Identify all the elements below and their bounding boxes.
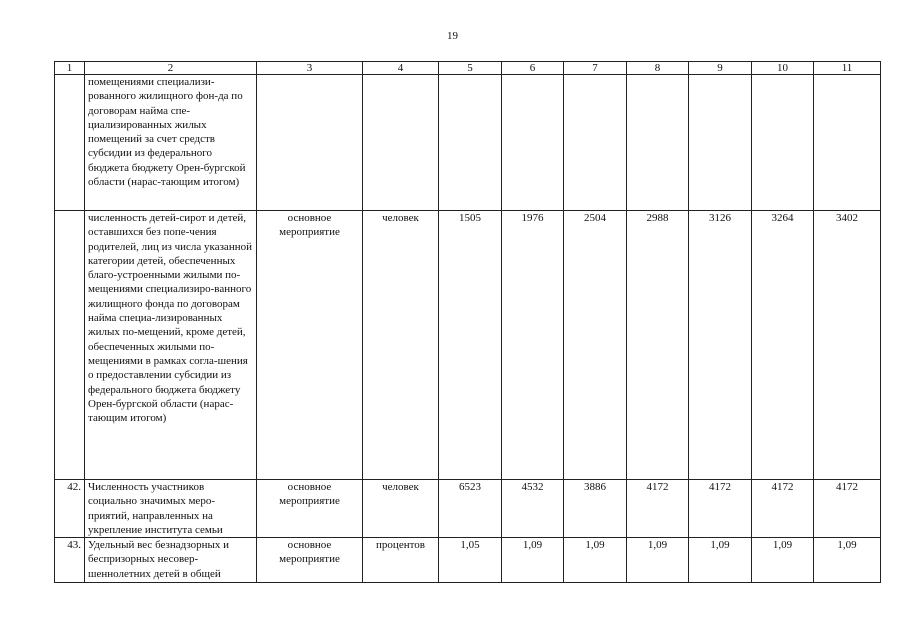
indicator-value: 3264: [752, 211, 814, 480]
indicator-name: Численность участников социально значимых меро-приятий, направленных на укрепление института семьи: [85, 480, 257, 538]
indicator-value: [752, 75, 814, 211]
indicator-value: 6523: [439, 480, 502, 538]
column-number: 2: [85, 62, 257, 75]
indicator-value: [439, 75, 502, 211]
indicator-value: 3126: [689, 211, 752, 480]
column-number: 10: [752, 62, 814, 75]
indicator-name: численность детей-сирот и детей, оставшихся без попе-чения родителей, лиц из числа указанной категории детей, обеспеченных благо-устроенными жилыми по-мещениями специализиро-ванного жилищного фонда по договорам найма специа-лизированных жилых по-мещений, кроме детей, обеспеченных жилыми по-мещениями в рамках согла-шения о предоставлении субсидии из федерального бюджета бюджету Орен-бургской области (нарас-тающим итогом): [85, 211, 257, 480]
indicator-type: [257, 75, 363, 211]
column-number: 3: [257, 62, 363, 75]
indicator-value: 2504: [564, 211, 627, 480]
indicator-name: помещениями специализи-рованного жилищного фон-да по договорам найма спе-циализированных жилых помещений за счет средств субсидии из федерального бюджета бюджету Орен-бургской области (нарас-тающим итогом): [85, 75, 257, 211]
row-number: [55, 211, 85, 480]
indicator-value: 1,05: [439, 538, 502, 583]
table-row: [55, 480, 881, 538]
indicators-table: [54, 61, 881, 583]
table-row: [55, 211, 881, 480]
column-number: 1: [55, 62, 85, 75]
indicator-value: 4172: [814, 480, 881, 538]
indicator-value: 1,09: [502, 538, 564, 583]
indicator-value: 4532: [502, 480, 564, 538]
indicator-value: 1,09: [689, 538, 752, 583]
column-number-row: [55, 62, 881, 75]
indicator-value: 1505: [439, 211, 502, 480]
column-number: 11: [814, 62, 881, 75]
column-number: 7: [564, 62, 627, 75]
indicator-unit: [363, 75, 439, 211]
indicator-unit: человек: [363, 480, 439, 538]
indicator-value: 4172: [689, 480, 752, 538]
indicator-type: основное мероприятие: [257, 480, 363, 538]
row-number: [55, 75, 85, 211]
indicator-value: [564, 75, 627, 211]
indicator-value: [814, 75, 881, 211]
indicator-value: 1,09: [564, 538, 627, 583]
row-number: 42.: [55, 480, 85, 538]
indicator-type: основное мероприятие: [257, 211, 363, 480]
indicator-value: [689, 75, 752, 211]
table-row: [55, 75, 881, 211]
column-number: 9: [689, 62, 752, 75]
indicator-unit: процентов: [363, 538, 439, 583]
indicator-value: [627, 75, 689, 211]
row-number: 43.: [55, 538, 85, 583]
column-number: 8: [627, 62, 689, 75]
indicator-value: 4172: [752, 480, 814, 538]
indicator-value: 4172: [627, 480, 689, 538]
indicator-value: 3402: [814, 211, 881, 480]
indicator-value: 1976: [502, 211, 564, 480]
indicator-value: 1,09: [752, 538, 814, 583]
indicator-unit: человек: [363, 211, 439, 480]
indicator-type: основное мероприятие: [257, 538, 363, 583]
table-row: [55, 538, 881, 583]
column-number: 6: [502, 62, 564, 75]
column-number: 4: [363, 62, 439, 75]
column-number: 5: [439, 62, 502, 75]
indicator-name: Удельный вес безнадзорных и беспризорных несовер-шеннолетних детей в общей: [85, 538, 257, 583]
page-number: 19: [447, 30, 458, 42]
indicator-value: 1,09: [627, 538, 689, 583]
indicator-value: 1,09: [814, 538, 881, 583]
indicator-value: 2988: [627, 211, 689, 480]
indicator-value: [502, 75, 564, 211]
indicator-value: 3886: [564, 480, 627, 538]
